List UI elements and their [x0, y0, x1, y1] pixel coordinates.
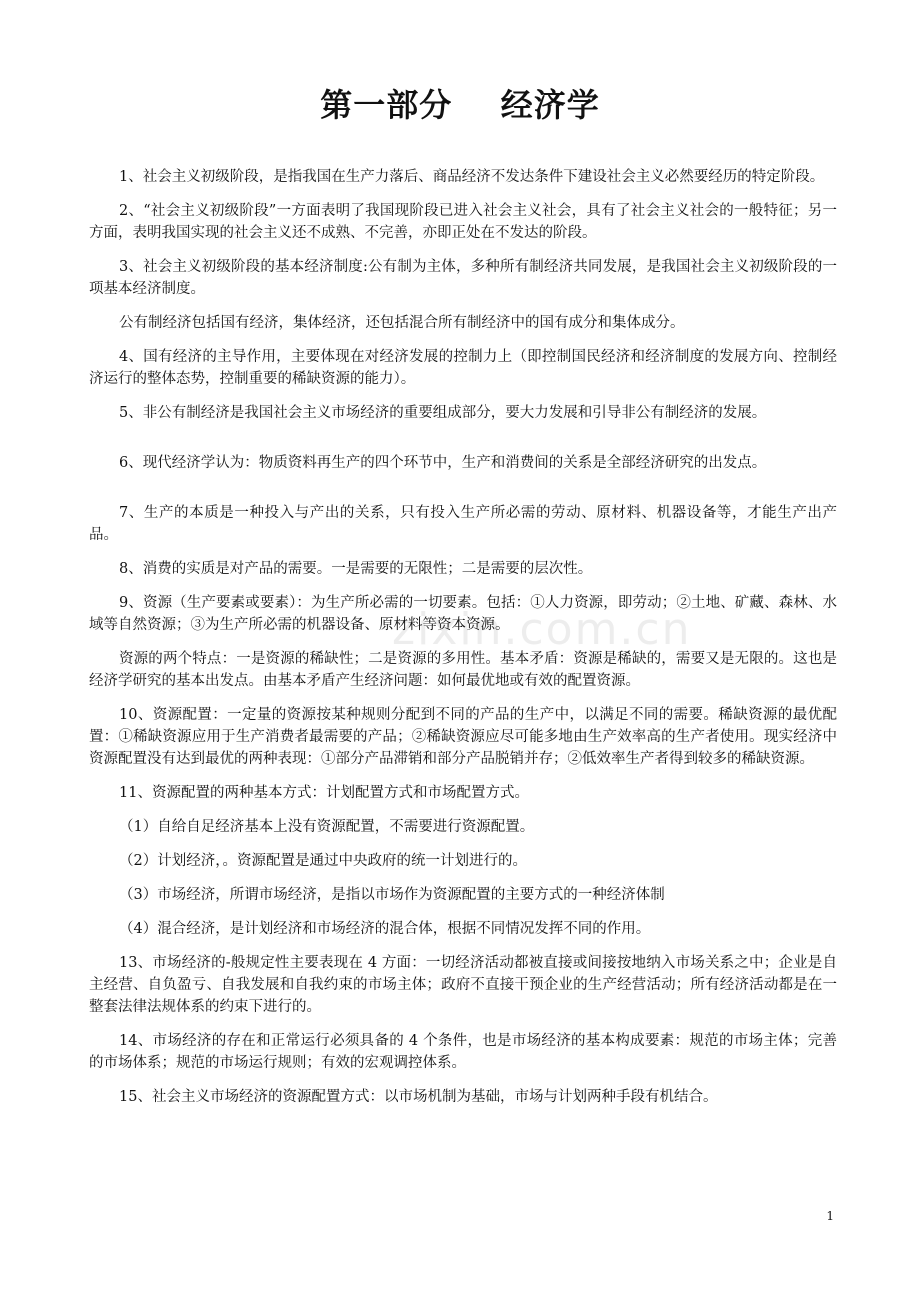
paragraph-5: 5、非公有制经济是我国社会主义市场经济的重要组成部分，要大力发展和引导非公有制经济的发展。 — [119, 405, 767, 421]
paragraph-13: 13、市场经济的-般规定性主要表现在 4 方面：一切经济活动都被直接或间接按地纳入市场关系之中；企业是自主经营、自负盈亏、自我发展和自我约束的市场主体；政府不直接干预企业的生产经营活动；所有经济活动都是在一整套法律法规体系的约束下进行的。 — [89, 955, 837, 1015]
list-item-1: （1）自给自足经济基本上没有资源配置，不需要进行资源配置。 — [119, 819, 535, 835]
paragraph-3: 3、社会主义初级阶段的基本经济制度:公有制为主体，多种所有制经济共同发展，是我国社会主义初级阶段的一项基本经济制度。 — [89, 259, 837, 297]
page-number: 1 — [826, 1209, 834, 1223]
paragraph-1: 1、社会主义初级阶段，是指我国在生产力落后、商品经济不发达条件下建设社会主义必然要经历的特定阶段。 — [119, 169, 825, 185]
paragraph-3-note: 公有制经济包括国有经济，集体经济，还包括混合所有制经济中的国有成分和集体成分。 — [119, 315, 685, 331]
paragraph-4: 4、国有经济的主导作用，主要体现在对经济发展的控制力上（即控制国民经济和经济制度的发展方向、控制经济运行的整体态势，控制重要的稀缺资源的能力）。 — [89, 349, 837, 387]
paragraph-8: 8、消费的实质是对产品的需要。一是需要的无限性；二是需要的层次性。 — [119, 561, 593, 577]
page-title: 第一部分 经济学 — [320, 86, 600, 124]
paragraph-6: 6、现代经济学认为：物质资料再生产的四个环节中，生产和消费间的关系是全部经济研究的出发点。 — [119, 455, 767, 471]
paragraph-7: 7、生产的本质是一种投入与产出的关系，只有投入生产所必需的劳动、原材料、机器设备等，才能生产出产品。 — [89, 505, 837, 543]
paragraph-9-note: 资源的两个特点：一是资源的稀缺性；二是资源的多用性。基本矛盾：资源是稀缺的，需要又是无限的。这也是经济学研究的基本出发点。由基本矛盾产生经济问题：如何最优地或有效的配置资源。 — [89, 651, 837, 689]
paragraph-2: 2、“社会主义初级阶段”一方面表明了我国现阶段已进入社会主义社会，具有了社会主义社会的一般特征；另一方面，表明我国实现的社会主义还不成熟、不完善，亦即正处在不发达的阶段。 — [89, 203, 837, 241]
list-item-2: （2）计划经济，。资源配置是通过中央政府的统一计划进行的。 — [119, 853, 527, 869]
paragraph-14: 14、市场经济的存在和正常运行必须具备的 4 个条件，也是市场经济的基本构成要素：规范的市场主体；完善的市场体系；规范的市场运行规则；有效的宏观调控体系。 — [89, 1033, 837, 1071]
list-item-4: （4）混合经济，是计划经济和市场经济的混合体，根据不同情况发挥不同的作用。 — [119, 921, 651, 937]
paragraph-9: 9、资源（生产要素或要素）：为生产所必需的一切要素。包括：①人力资源，即劳动；②土地、矿藏、森林、水域等自然资源；③为生产所必需的机器设备、原材料等资本资源。 — [89, 595, 837, 633]
document-body — [89, 166, 837, 1120]
watermark: zixin.com.cn — [392, 604, 692, 655]
paragraph-15: 15、社会主义市场经济的资源配置方式：以市场机制为基础，市场与计划两种手段有机结合。 — [119, 1089, 718, 1105]
paragraph-11: 11、资源配置的两种基本方式：计划配置方式和市场配置方式。 — [119, 785, 529, 801]
paragraph-10: 10、资源配置：一定量的资源按某种规则分配到不同的产品的生产中，以满足不同的需要。稀缺资源的最优配置：①稀缺资源应用于生产消费者最需要的产品；②稀缺资源应尽可能多地由生产效率高的生产者使用。现实经济中资源配置没有达到最优的两种表现：①部分产品滞销和部分产品脱销并存；②低效率生产者得到较多的稀缺资源。 — [89, 707, 837, 767]
list-item-3: （3）市场经济，所谓市场经济，是指以市场作为资源配置的主要方式的一种经济体制 — [119, 887, 665, 903]
